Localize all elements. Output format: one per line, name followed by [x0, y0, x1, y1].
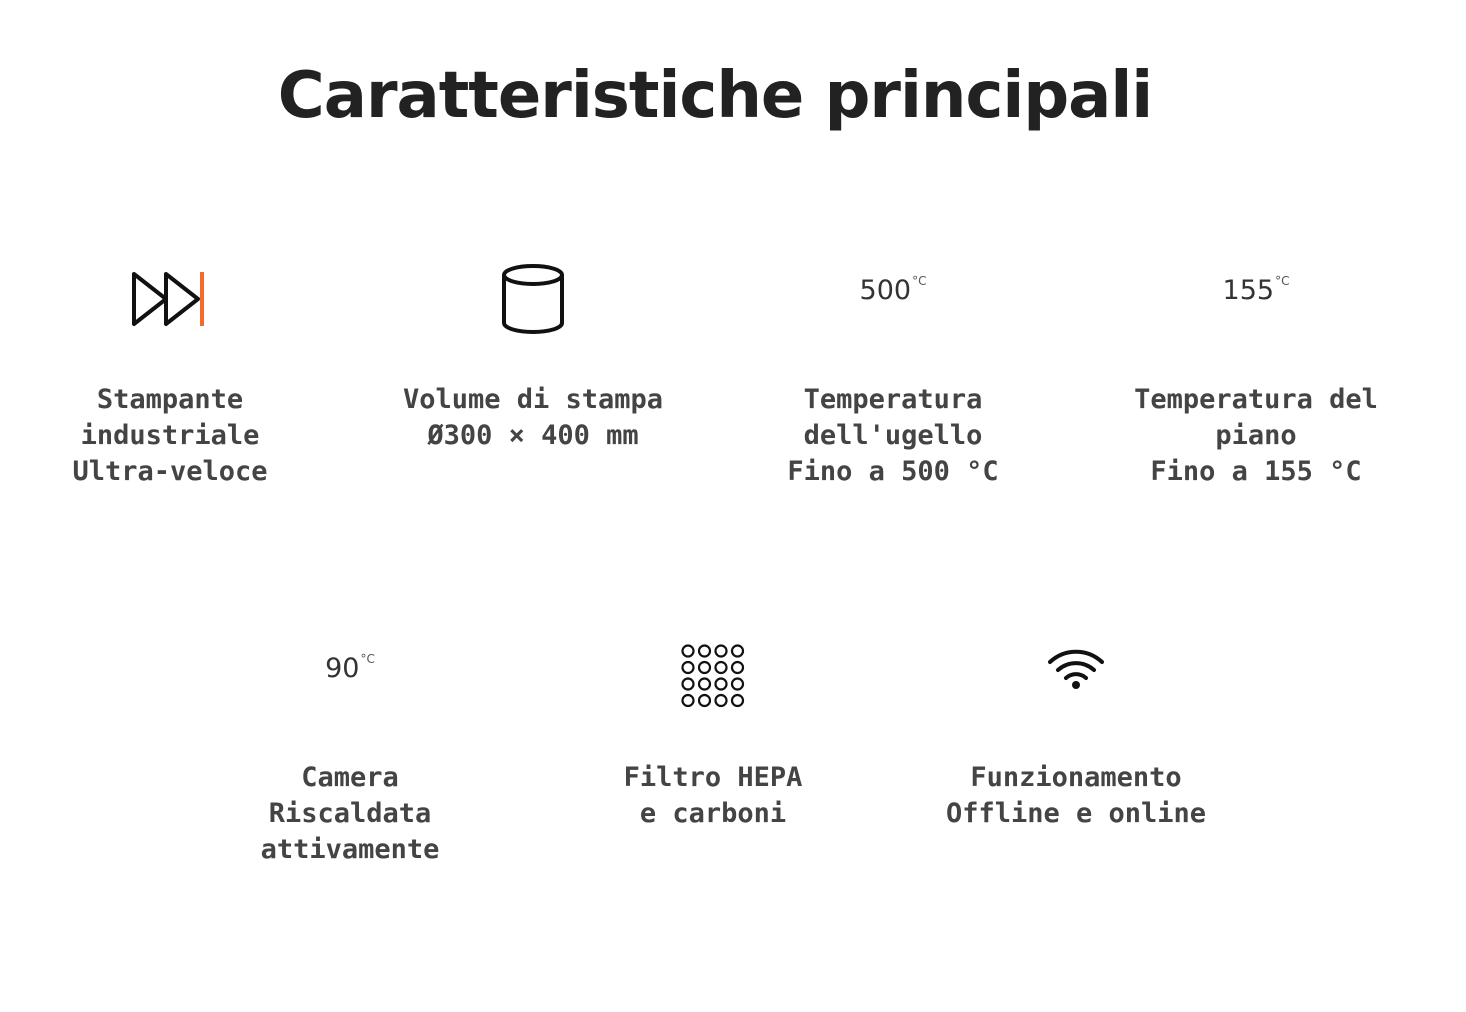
filter-hole	[732, 662, 743, 673]
feature-label-line: Fino a 155 °C	[1150, 456, 1362, 487]
filter-hole	[683, 679, 694, 690]
feature-label	[553, 760, 873, 832]
feature-label-line: Camera	[301, 762, 399, 793]
temperature-value: 90	[325, 652, 360, 684]
filter-hole	[716, 679, 727, 690]
feature-label-line: Stampante	[96, 384, 244, 415]
filter-hole	[699, 662, 710, 673]
feature-label-line: Ø300 × 400 mm	[427, 420, 639, 451]
filter-hole	[699, 646, 710, 657]
feature-filter	[553, 628, 873, 888]
filter-hole	[683, 695, 694, 706]
feature-label	[10, 382, 330, 490]
feature-label-line: Fino a 500 °C	[787, 456, 999, 487]
page-title: Caratteristiche principali	[277, 59, 1153, 133]
filter-grid-icon	[553, 642, 873, 710]
temperature-unit: °C	[360, 651, 375, 666]
filter-hole	[716, 662, 727, 673]
feature-label-line: Temperatura del	[1134, 384, 1378, 415]
filter-hole	[732, 679, 743, 690]
feature-label-line: dell'ugello	[803, 420, 983, 451]
feature-label	[733, 382, 1053, 490]
feature-label	[1096, 382, 1416, 490]
temperature-unit: °C	[912, 273, 927, 288]
feature-label-line: Offline e online	[945, 798, 1207, 829]
chamber-temperature-icon	[190, 648, 510, 688]
feature-nozzle-temperature	[733, 250, 1053, 510]
filter-hole	[683, 646, 694, 657]
filter-hole	[683, 662, 694, 673]
feature-label-line: Temperatura	[803, 384, 983, 415]
filter-hole	[716, 646, 727, 657]
bed-temperature-icon	[1096, 270, 1416, 310]
feature-label	[373, 382, 693, 454]
feature-label	[190, 760, 510, 868]
cylinder-icon	[373, 262, 693, 336]
wifi-icon	[916, 646, 1236, 692]
temperature-value: 155	[1222, 274, 1275, 306]
feature-label-line: Volume di stampa	[402, 384, 664, 415]
feature-label-line: Funzionamento	[970, 762, 1182, 793]
feature-connectivity	[916, 628, 1236, 888]
feature-heated-chamber	[190, 628, 510, 888]
filter-hole	[699, 679, 710, 690]
filter-hole	[732, 695, 743, 706]
filter-hole	[732, 646, 743, 657]
feature-bed-temperature	[1096, 250, 1416, 510]
feature-label-line: industriale	[80, 420, 260, 451]
feature-label-line: Ultra-veloce	[72, 456, 268, 487]
filter-hole	[699, 695, 710, 706]
filter-hole	[716, 695, 727, 706]
feature-ultra-fast	[10, 250, 330, 510]
feature-print-volume	[373, 250, 693, 510]
feature-label-line: Riscaldata	[268, 798, 432, 829]
feature-label-line: e carboni	[639, 798, 787, 829]
feature-label	[916, 760, 1236, 832]
temperature-value: 500	[859, 274, 912, 306]
feature-label-line: piano	[1215, 420, 1297, 451]
feature-label-line: attivamente	[260, 834, 440, 865]
feature-label-line: Filtro HEPA	[623, 762, 803, 793]
nozzle-temperature-icon	[733, 270, 1053, 310]
temperature-unit: °C	[1275, 273, 1290, 288]
fast-forward-icon	[10, 264, 330, 334]
